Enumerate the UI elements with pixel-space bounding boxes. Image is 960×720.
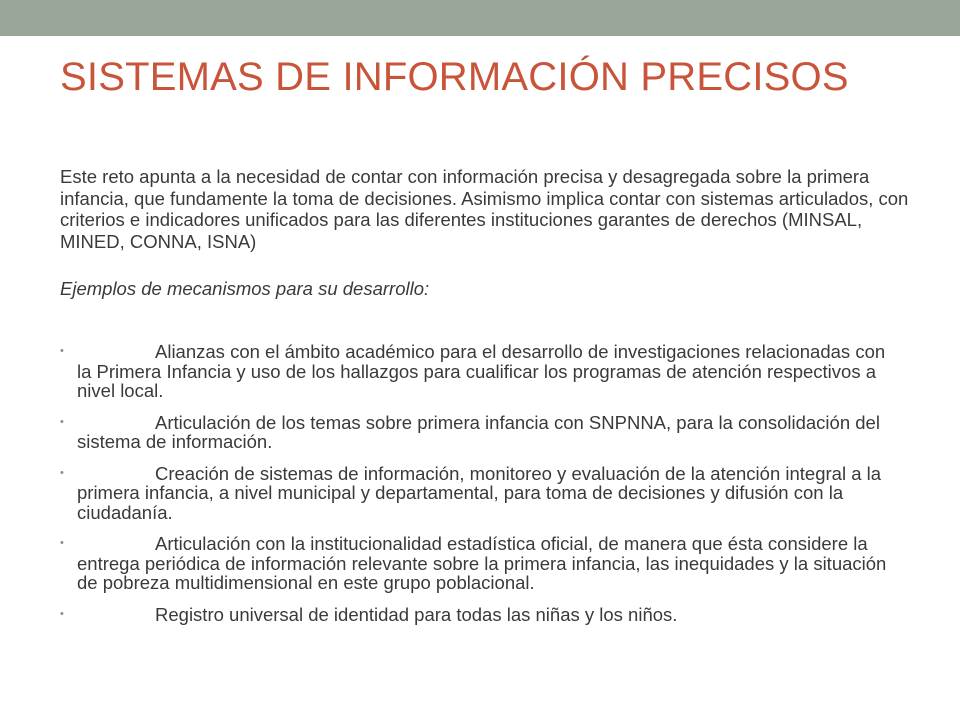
list-item	[60, 464, 902, 523]
list-item-text: Creación de sistemas de información, monitoreo y evaluación de la atención integral a la primera infancia, a nivel municipal y departamental, para toma de decisiones y difusión con la ciudadanía.	[77, 462, 882, 523]
header-bar	[0, 0, 960, 36]
list-item-text: Articulación con la institucionalidad estadística oficial, de manera que ésta considere la entrega periódica de información relevante sobre la primera infancia, las inequidades y la situación de pobreza multidimensional en este grupo poblacional.	[77, 533, 887, 593]
bullet-icon: •	[60, 345, 64, 357]
mechanisms-list	[60, 342, 902, 636]
slide-title: SISTEMAS DE INFORMACIÓN PRECISOS	[60, 55, 849, 99]
slide-body	[60, 166, 920, 625]
list-item	[60, 534, 902, 593]
intro-paragraph: Este reto apunta a la necesidad de contar con información precisa y desagregada sobre la primera infancia, que fundamente la toma de decisiones. Asimismo implica contar con sistemas articulados, con criterios e indicadores unificados para las diferentes instituciones garantes de derechos (MINSAL, MINED, CONNA, ISNA)	[60, 166, 909, 252]
examples-heading: Ejemplos de mecanismos para su desarrollo:	[60, 278, 430, 299]
list-item-text: Articulación de los temas sobre primera infancia con SNPNNA, para la consolidación del sistema de información.	[77, 411, 880, 452]
list-item	[60, 605, 902, 625]
list-item-text: Alianzas con el ámbito académico para el desarrollo de investigaciones relacionadas con la Primera Infancia y uso de los hallazgos para cualificar los programas de atención respectivos a nivel local.	[77, 341, 886, 401]
bullet-icon: •	[60, 607, 64, 620]
bullet-icon: •	[60, 466, 64, 479]
list-item	[60, 342, 902, 401]
list-item	[60, 413, 902, 452]
bullet-icon: •	[60, 415, 64, 428]
list-item-text: Registro universal de identidad para todas las niñas y los niños.	[155, 603, 678, 625]
bullet-icon: •	[60, 537, 64, 549]
